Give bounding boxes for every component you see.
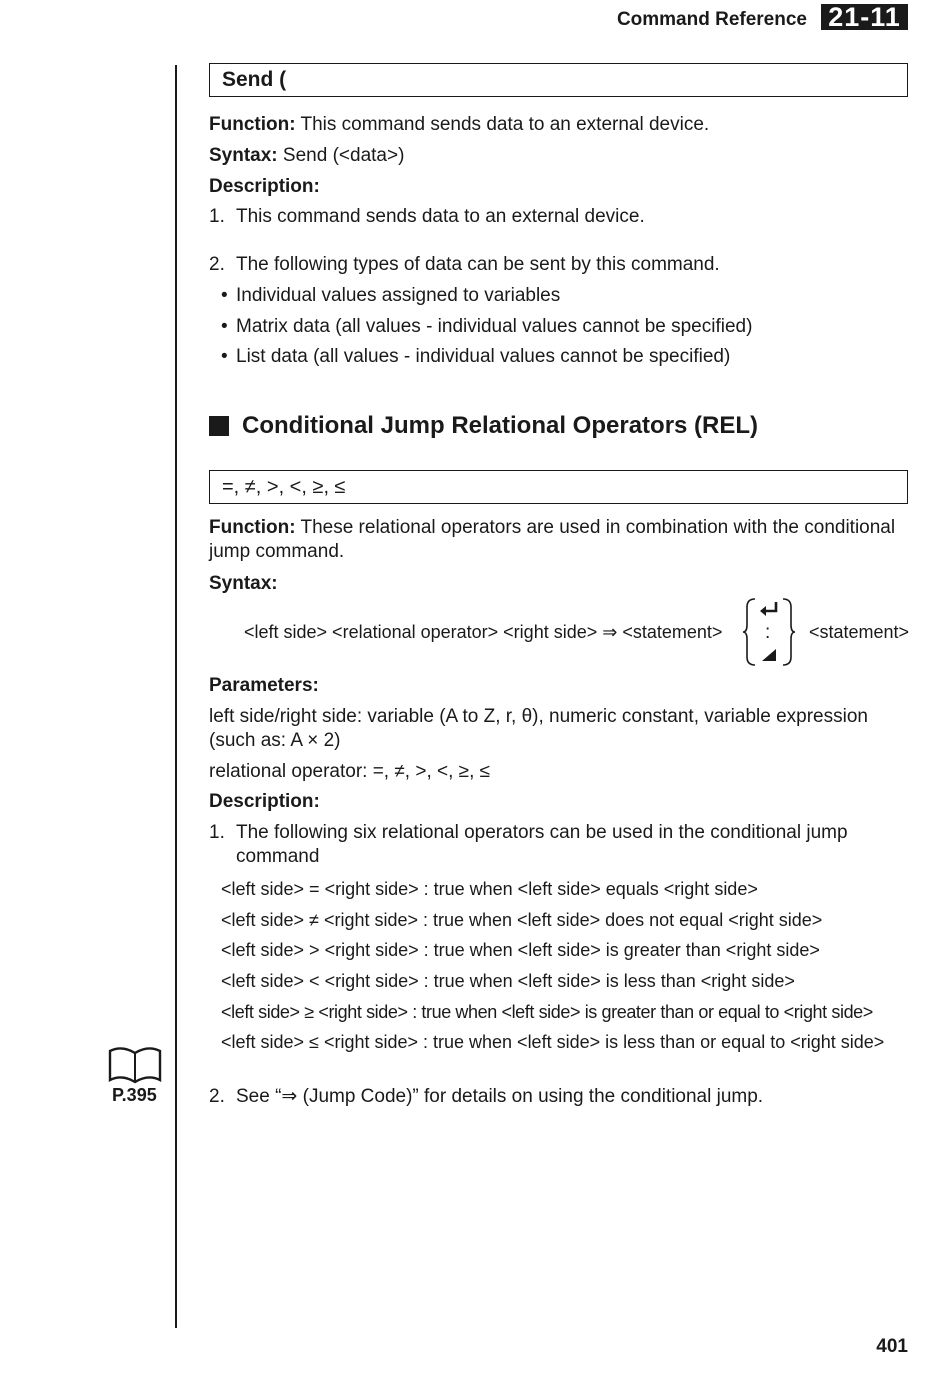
bullet-text: List data (all values - individual values cannot be specified) — [236, 346, 731, 367]
operator-row: <left side> = <right side> : true when <left side> equals <right side> — [221, 879, 758, 899]
statement-colon: : — [765, 622, 771, 643]
function-text: This command sends data to an external device. — [300, 114, 710, 135]
send-command-box — [209, 63, 908, 97]
bullet-item: • Matrix data (all values - individual values cannot be specified) — [221, 316, 753, 337]
function-label: Function: — [209, 517, 296, 538]
rel-item-1-cont: command — [236, 846, 320, 867]
rel-function-cont: jump command. — [209, 541, 345, 562]
bullet-text: Individual values assigned to variables — [236, 285, 561, 306]
rel-syntax-end: <statement> — [809, 622, 910, 642]
rel-description-label: Description: — [209, 791, 320, 812]
square-bullet-icon — [209, 416, 229, 436]
page-number: 401 — [876, 1336, 908, 1357]
item-number: 2. — [209, 1086, 225, 1107]
margin-rule — [175, 65, 177, 1328]
function-label: Function: — [209, 114, 296, 135]
rel-operators-box — [209, 470, 908, 504]
rel-param-line: (such as: A × 2) — [209, 730, 341, 751]
operator-row: <left side> < <right side> : true when <left side> is less than <right side> — [221, 971, 795, 991]
rel-syntax-text: <left side> <relational operator> <right side> ⇒ <statement> — [244, 622, 723, 642]
rel-operators-title: =, ≠, >, <, ≥, ≤ — [222, 476, 346, 498]
syntax-label: Syntax: — [209, 145, 278, 166]
book-icon — [107, 1046, 163, 1089]
send-item-1 — [209, 205, 645, 229]
item-text: See “⇒ (Jump Code)” for details on using the conditional jump. — [236, 1086, 764, 1107]
operator-row: <left side> ≠ <right side> : true when <left side> does not equal <right side> — [221, 910, 823, 930]
item-text: This command sends data to an external device. — [236, 206, 645, 227]
send-function — [209, 113, 709, 137]
rel-parameters-label: Parameters: — [209, 675, 319, 696]
send-command-title: Send ( — [222, 68, 287, 91]
send-description-label: Description: — [209, 176, 320, 197]
operator-row: <left side> > <right side> : true when <left side> is greater than <right side> — [221, 940, 820, 960]
rel-item-1 — [209, 821, 848, 845]
syntax-text: Send (<data>) — [282, 145, 405, 166]
item-number: 2. — [209, 254, 225, 275]
operator-row: <left side> ≥ <right side> : true when <left side> is greater than or equal to <right side> — [221, 1002, 873, 1022]
bullet-item: • List data (all values - individual values cannot be specified) — [221, 346, 731, 367]
send-item-2 — [209, 253, 720, 277]
send-syntax — [209, 144, 404, 168]
item-number: 1. — [209, 822, 225, 843]
function-text: These relational operators are used in combination with the conditional — [300, 517, 896, 538]
page-code-badge: 21-11 — [821, 4, 908, 30]
section-heading-text: Conditional Jump Relational Operators (REL) — [242, 412, 759, 439]
bullet-item: • Individual values assigned to variables — [221, 285, 561, 306]
item-text: The following types of data can be sent by this command. — [236, 254, 720, 275]
rel-param-line: relational operator: =, ≠, >, <, ≥, ≤ — [209, 761, 491, 782]
rel-section-heading — [209, 412, 758, 440]
item-number: 1. — [209, 206, 225, 227]
rel-param-line: left side/right side: variable (A to Z, r, θ), numeric constant, variable expression — [209, 706, 868, 727]
rel-item-2 — [209, 1085, 763, 1109]
item-text: The following six relational operators can be used in the conditional jump — [236, 822, 848, 843]
operator-row: <left side> ≤ <right side> : true when <left side> is less than or equal to <right side> — [221, 1032, 885, 1052]
rel-syntax-label: Syntax: — [209, 573, 278, 594]
margin-page-ref: P.395 — [112, 1085, 157, 1105]
header-title: Command Reference — [616, 9, 807, 30]
bullet-text: Matrix data (all values - individual values cannot be specified) — [236, 316, 753, 337]
rel-function — [209, 516, 895, 540]
